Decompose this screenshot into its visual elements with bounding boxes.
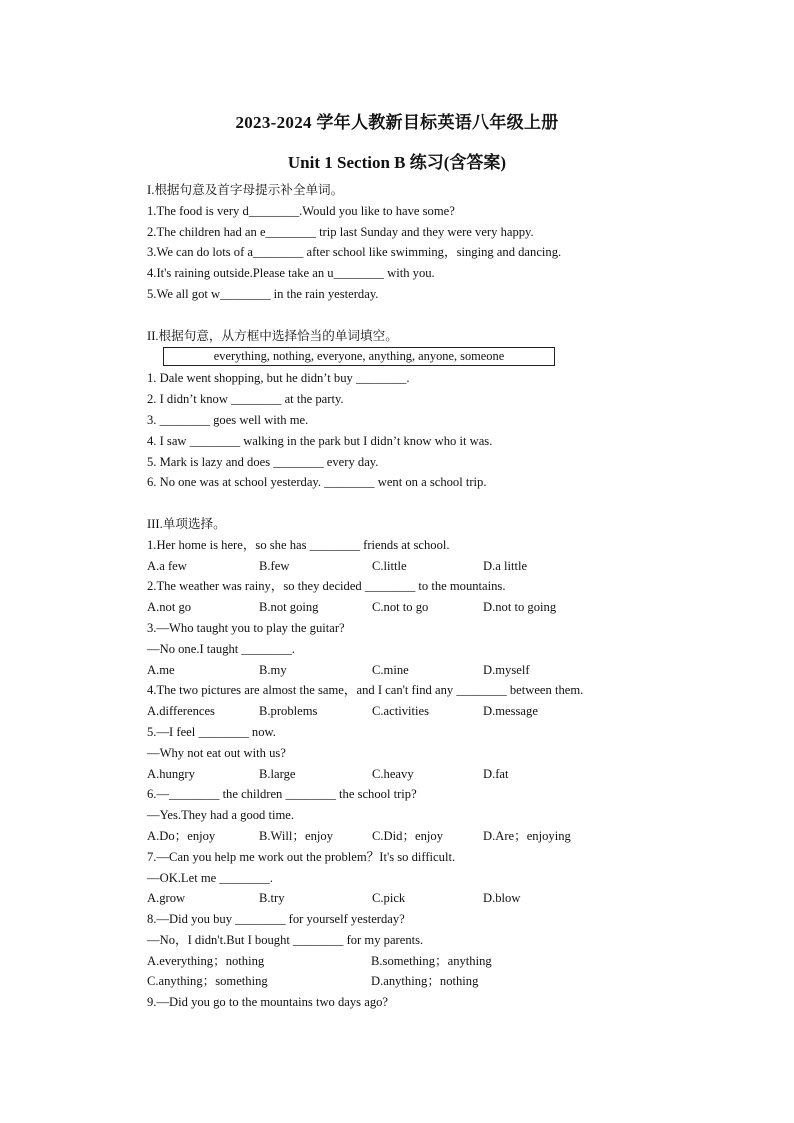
- option-d: D.blow: [483, 891, 521, 906]
- option-a: A.Do；enjoy: [147, 828, 216, 843]
- option-c: C.activities: [372, 704, 430, 719]
- section1-heading: I.根据句意及首字母提示补全单词。: [147, 183, 344, 197]
- option-a: A.grow: [147, 891, 186, 906]
- question-3-reply: —No one.I taught ________.: [147, 641, 295, 656]
- question-6-stem: 6.—________ the children ________ the school trip?: [147, 787, 417, 802]
- worksheet-body: [147, 180, 667, 1013]
- section2-item-5: 5. Mark is lazy and does ________ every day.: [147, 454, 379, 469]
- section2-item-4: 4. I saw ________ walking in the park but I didn’t know who it was.: [147, 433, 493, 448]
- option-b: B.Will；enjoy: [259, 828, 334, 843]
- section2-item-6: 6. No one was at school yesterday. ________ went on a school trip.: [147, 475, 487, 490]
- question-8-reply: —No，I didn't.But I bought ________ for my parents.: [147, 932, 424, 947]
- section2-item-3: 3. ________ goes well with me.: [147, 412, 309, 427]
- option-c: C.anything；something: [147, 974, 268, 989]
- section2-item-2: 2. I didn’t know ________ at the party.: [147, 392, 344, 407]
- section1-item-2: 2.The children had an e________ trip last Sunday and they were very happy.: [147, 224, 534, 239]
- question-2-options: [147, 597, 667, 618]
- option-d: D.Are；enjoying: [483, 828, 571, 843]
- question-3-options: [147, 660, 667, 681]
- question-6-reply: —Yes.They had a good time.: [147, 808, 295, 823]
- section1-item-1: 1.The food is very d________.Would you like to have some?: [147, 203, 455, 218]
- question-8-options-row2: [147, 971, 667, 992]
- section1-item-3: 3.We can do lots of a________ after school like swimming，singing and dancing.: [147, 245, 562, 260]
- option-a: A.me: [147, 662, 175, 677]
- option-a: A.differences: [147, 704, 215, 719]
- question-4-options: [147, 701, 667, 722]
- worksheet-subtitle: Unit 1 Section B 练习(含答案): [287, 153, 507, 172]
- section2-heading: II.根据句意，从方框中选择恰当的单词填空。: [147, 328, 398, 343]
- section1-item-4: 4.It's raining outside.Please take an u________ with you.: [147, 266, 435, 281]
- option-d: D.message: [483, 704, 538, 719]
- question-5-stem: 5.—I feel ________ now.: [147, 724, 276, 739]
- option-a: A.a few: [147, 558, 187, 573]
- question-1-options: [147, 556, 667, 577]
- option-a: A.everything；nothing: [147, 953, 265, 968]
- option-c: C.little: [372, 558, 407, 573]
- option-b: B.large: [259, 766, 296, 781]
- question-9-stem: 9.—Did you go to the mountains two days ago?: [147, 995, 389, 1010]
- question-2-stem: 2.The weather was rainy，so they decided ________ to the mountains.: [147, 579, 506, 594]
- option-a: A.hungry: [147, 766, 195, 781]
- section3-heading: III.单项选择。: [147, 516, 226, 531]
- option-c: C.not to go: [372, 600, 429, 615]
- option-d: D.not to going: [483, 600, 557, 615]
- option-b: B.few: [259, 558, 290, 573]
- option-b: B.my: [259, 662, 287, 677]
- section1-item-5: 5.We all got w________ in the rain yesterday.: [147, 286, 379, 301]
- question-1-stem: 1.Her home is here，so she has ________ friends at school.: [147, 537, 450, 552]
- question-7-options: [147, 888, 667, 909]
- question-7-stem: 7.—Can you help me work out the problem？It's so difficult.: [147, 849, 456, 864]
- option-c: C.heavy: [372, 766, 414, 781]
- section2-item-1: 1. Dale went shopping, but he didn’t buy ________.: [147, 371, 410, 386]
- option-b: B.something；anything: [371, 953, 492, 968]
- question-7-reply: —OK.Let me ________.: [147, 870, 273, 885]
- option-d: D.a little: [483, 558, 528, 573]
- option-c: C.pick: [372, 891, 406, 906]
- option-d: D.anything；nothing: [371, 974, 479, 989]
- option-c: C.Did；enjoy: [372, 828, 444, 843]
- option-b: B.not going: [259, 600, 319, 615]
- question-5-options: [147, 764, 667, 785]
- option-d: D.fat: [483, 766, 509, 781]
- worksheet-title: 2023-2024 学年人教新目标英语八年级上册: [235, 113, 559, 132]
- option-c: C.mine: [372, 662, 409, 677]
- option-a: A.not go: [147, 600, 192, 615]
- question-5-reply: —Why not eat out with us?: [147, 745, 286, 760]
- question-6-options: [147, 826, 667, 847]
- word-bank-box: everything, nothing, everyone, anything, anyone, someone: [163, 347, 555, 366]
- question-4-stem: 4.The two pictures are almost the same，and I can't find any ________ between them.: [147, 683, 584, 698]
- option-b: B.try: [259, 891, 285, 906]
- question-8-options-row1: [147, 951, 667, 972]
- option-d: D.myself: [483, 662, 530, 677]
- question-8-stem: 8.—Did you buy ________ for yourself yesterday?: [147, 912, 405, 927]
- question-3-stem: 3.—Who taught you to play the guitar?: [147, 620, 345, 635]
- option-b: B.problems: [259, 704, 318, 719]
